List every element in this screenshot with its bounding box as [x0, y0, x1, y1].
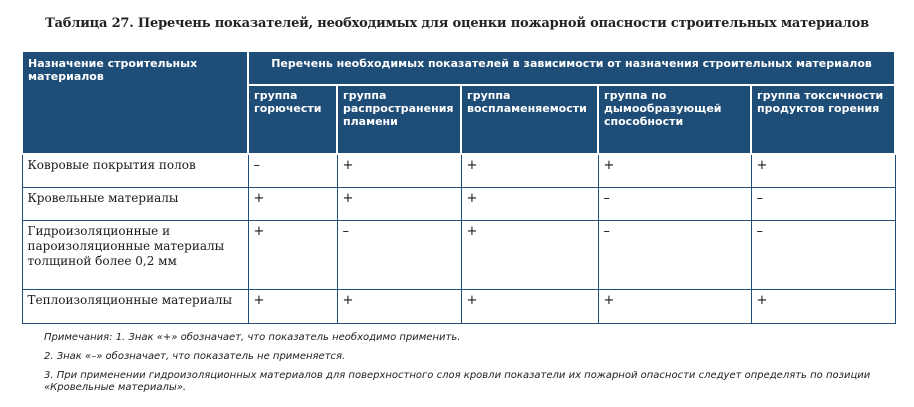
mark-cell: + — [461, 220, 598, 289]
mark-cell: – — [751, 220, 895, 289]
mark-cell: + — [461, 289, 598, 323]
mark-cell: + — [337, 187, 461, 220]
header-combustibility: группа горючести — [248, 85, 337, 154]
mark-cell: + — [598, 289, 751, 323]
mark-cell: + — [751, 289, 895, 323]
mark-cell: + — [248, 220, 337, 289]
mark-cell: – — [751, 187, 895, 220]
mark-cell: + — [461, 154, 598, 187]
mark-cell: + — [248, 289, 337, 323]
header-purpose: Назначение строительных материалов — [22, 51, 248, 154]
header-smoke-generation: группа по дымообразующей способности — [598, 85, 751, 154]
mark-cell: + — [598, 154, 751, 187]
note-3: 3. При применении гидроизоляционных материалов для поверхностного слоя кровли показатели их пожарной опасности следует определять по позиции «Кровельные материалы». — [44, 370, 871, 393]
table-row — [22, 187, 895, 220]
header-flame-spread: группа распространения пламени — [337, 85, 461, 154]
row-name: Ковровые покрытия полов — [22, 154, 248, 187]
mark-cell: – — [598, 187, 751, 220]
table-row — [22, 154, 895, 187]
mark-cell: – — [248, 154, 337, 187]
row-name: Теплоизоляционные материалы — [22, 289, 248, 323]
mark-cell: + — [461, 187, 598, 220]
mark-cell: + — [751, 154, 895, 187]
notes — [44, 332, 904, 394]
note-1: Примечания: 1. Знак «+» обозначает, что показатель необходимо применить. — [44, 332, 461, 343]
mark-cell: + — [337, 154, 461, 187]
mark-cell: – — [337, 220, 461, 289]
row-name: Кровельные материалы — [22, 187, 248, 220]
table-row — [22, 220, 895, 289]
row-name: Гидроизоляционные и пароизоляционные материалы толщиной более 0,2 мм — [22, 220, 248, 289]
indicators-table — [21, 50, 896, 324]
header-toxicity: группа токсичности продуктов горения — [751, 85, 895, 154]
mark-cell: – — [598, 220, 751, 289]
header-indicators-list: Перечень необходимых показателей в зависимости от назначения строительных материалов — [248, 51, 895, 85]
table-row — [22, 289, 895, 323]
header-ignitability: группа воспламеняемости — [461, 85, 598, 154]
table-title: Таблица 27. Перечень показателей, необходимых для оценки пожарной опасности строительных материалов — [45, 16, 869, 31]
mark-cell: + — [337, 289, 461, 323]
note-2: 2. Знак «–» обозначает, что показатель не применяется. — [44, 351, 346, 362]
mark-cell: + — [248, 187, 337, 220]
